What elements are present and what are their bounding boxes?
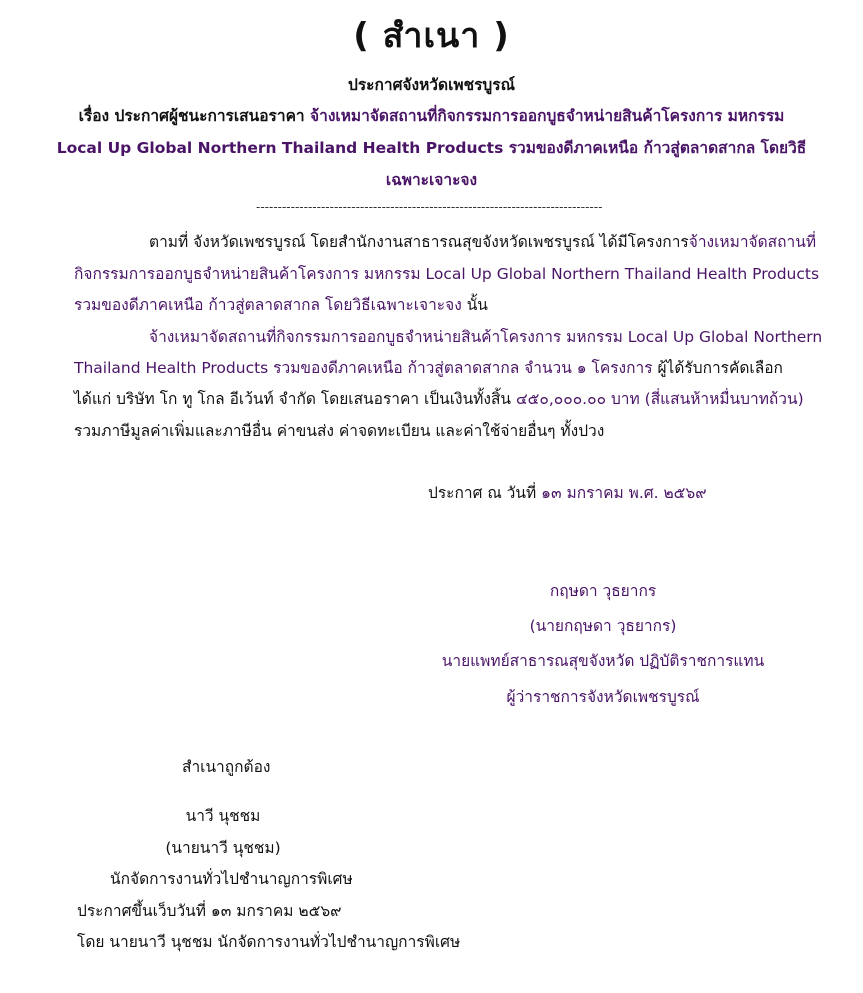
- subject-line-1: [0, 103, 863, 128]
- separator-line: --------------------------------------------------------------------------------: [256, 200, 602, 214]
- certify-posted-by: โดย นายนาวี นุชชม นักจัดการงานทั่วไปชำนาญการพิเศษ: [77, 933, 461, 951]
- signer-signature: กฤษดา วุธยากร: [549, 582, 657, 600]
- certify-name: (นายนาวี นุชชม): [165, 839, 281, 857]
- paragraph2-selected-label: ผู้ได้รับการคัดเลือก: [652, 359, 783, 377]
- subject-prefix: เรื่อง ประกาศผู้ชนะการเสนอราคา: [78, 107, 305, 125]
- paragraph2-line4: รวมภาษีมูลค่าเพิ่มและภาษีอื่น ค่าขนส่ง ค่าจดทะเบียน และค่าใช้จ่ายอื่นๆ ทั้งปวง: [74, 422, 605, 440]
- signer-title-1: นายแพทย์สาธารณสุขจังหวัด ปฏิบัติราชการแทน: [441, 652, 765, 670]
- announce-date: [428, 480, 707, 505]
- paragraph1-line2: กิจกรรมการออกบูธจำหน่ายสินค้าโครงการ มหกรรม Local Up Global Northern Thailand Health Products: [74, 265, 820, 283]
- subject-line-3: เฉพาะเจาะจง: [385, 171, 478, 189]
- announce-date-value: ๑๓ มกราคม พ.ศ. ๒๕๖๙: [541, 484, 707, 502]
- paragraph2-winner: ได้แก่ บริษัท โก ทู โกล อีเว้นท์ จำกัด โดยเสนอราคา เป็นเงินทั้งสิ้น: [74, 390, 516, 408]
- certify-posted-date: ประกาศขึ้นเว็บวันที่ ๑๓ มกราคม ๒๕๖๙: [77, 902, 342, 920]
- paragraph1-ending: นั้น: [461, 296, 488, 314]
- copy-stamp: ( สำเนา ): [353, 16, 510, 56]
- certify-position: นักจัดการงานทั่วไปชำนาญการพิเศษ: [110, 870, 353, 888]
- announce-date-label: ประกาศ ณ วันที่: [428, 484, 542, 502]
- paragraph2-price: ๔๕๐,๐๐๐.๐๐ บาท (สี่แสนห้าหมื่นบาทถ้วน): [515, 390, 804, 408]
- subject-line-2: Local Up Global Northern Thailand Health Products รวมของดีภาคเหนือ ก้าวสู่ตลาดสากล โดยวิธี: [56, 139, 807, 157]
- paragraph1-project-end: รวมของดีภาคเหนือ ก้าวสู่ตลาดสากล โดยวิธีเฉพาะเจาะจง: [74, 296, 462, 314]
- paragraph1-project-start: จ้างเหมาจัดสถานที่: [688, 233, 817, 251]
- signer-title-2: ผู้ว่าราชการจังหวัดเพชรบูรณ์: [506, 688, 700, 706]
- paragraph1-line1: [149, 229, 816, 254]
- paragraph2-line3: [74, 386, 804, 411]
- signer-name: (นายกฤษดา วุธยากร): [529, 617, 677, 635]
- certify-signature: นาวี นุชชม: [185, 807, 261, 825]
- subject-title-part1: จ้างเหมาจัดสถานที่กิจกรรมการออกบูธจำหน่ายสินค้าโครงการ มหกรรม: [304, 107, 785, 125]
- paragraph1-line3: [74, 292, 488, 317]
- paragraph2-project-end: Thailand Health Products รวมของดีภาคเหนือ ก้าวสู่ตลาดสากล จำนวน ๑ โครงการ: [74, 359, 653, 377]
- paragraph2-line2: [74, 355, 783, 380]
- paragraph2-line1: จ้างเหมาจัดสถานที่กิจกรรมการออกบูธจำหน่ายสินค้าโครงการ มหกรรม Local Up Global Northern: [149, 328, 823, 346]
- certify-label: สำเนาถูกต้อง: [182, 758, 271, 776]
- announcement-issuer: ประกาศจังหวัดเพชรบูรณ์: [348, 76, 515, 94]
- paragraph1-intro: ตามที่ จังหวัดเพชรบูรณ์ โดยสำนักงานสาธารณสุขจังหวัดเพชรบูรณ์ ได้มีโครงการ: [149, 233, 689, 251]
